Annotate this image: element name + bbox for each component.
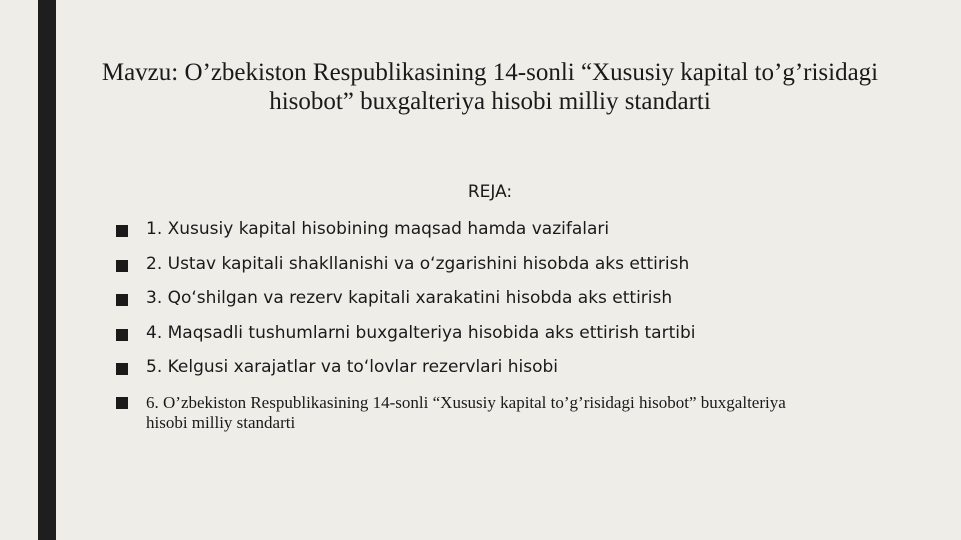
side-accent-bar <box>38 0 56 540</box>
plan-item-text: 2. Ustav kapitali shakllanishi va o‘zgarishini hisobda aks ettirish <box>146 253 690 274</box>
plan-item-6 <box>116 389 826 433</box>
square-bullet-icon <box>116 397 128 409</box>
plan-list <box>116 216 876 433</box>
plan-item-3 <box>116 285 876 320</box>
square-bullet-icon <box>116 225 128 237</box>
slide-title: Mavzu: O’zbekiston Respublikasining 14-sonli “Xususiy kapital to’g’risidagi hisobot” buxgalteriya hisobi milliy standarti <box>101 59 879 115</box>
plan-item-4 <box>116 320 876 355</box>
plan-item-text: 5. Kelgusi xarajatlar va to‘lovlar rezervlari hisobi <box>146 357 558 377</box>
plan-item-text: 6. O’zbekiston Respublikasining 14-sonli “Xususiy kapital to’g’risidagi hisobot” buxgalteriya hisobi milliy standarti <box>146 392 786 432</box>
plan-item-text: 3. Qo‘shilgan va rezerv kapitali xarakatini hisobda aks ettirish <box>146 288 673 308</box>
plan-heading: REJA: <box>467 182 513 202</box>
plan-item-1 <box>116 216 876 251</box>
plan-item-2 <box>116 251 876 286</box>
plan-item-text: 4. Maqsadli tushumlarni buxgalteriya hisobida aks ettirish tartibi <box>146 322 696 343</box>
square-bullet-icon <box>116 363 128 375</box>
square-bullet-icon <box>116 329 128 341</box>
square-bullet-icon <box>116 260 128 272</box>
square-bullet-icon <box>116 294 128 306</box>
plan-item-text: 1. Xususiy kapital hisobining maqsad hamda vazifalari <box>146 219 610 239</box>
plan-item-5 <box>116 354 876 389</box>
